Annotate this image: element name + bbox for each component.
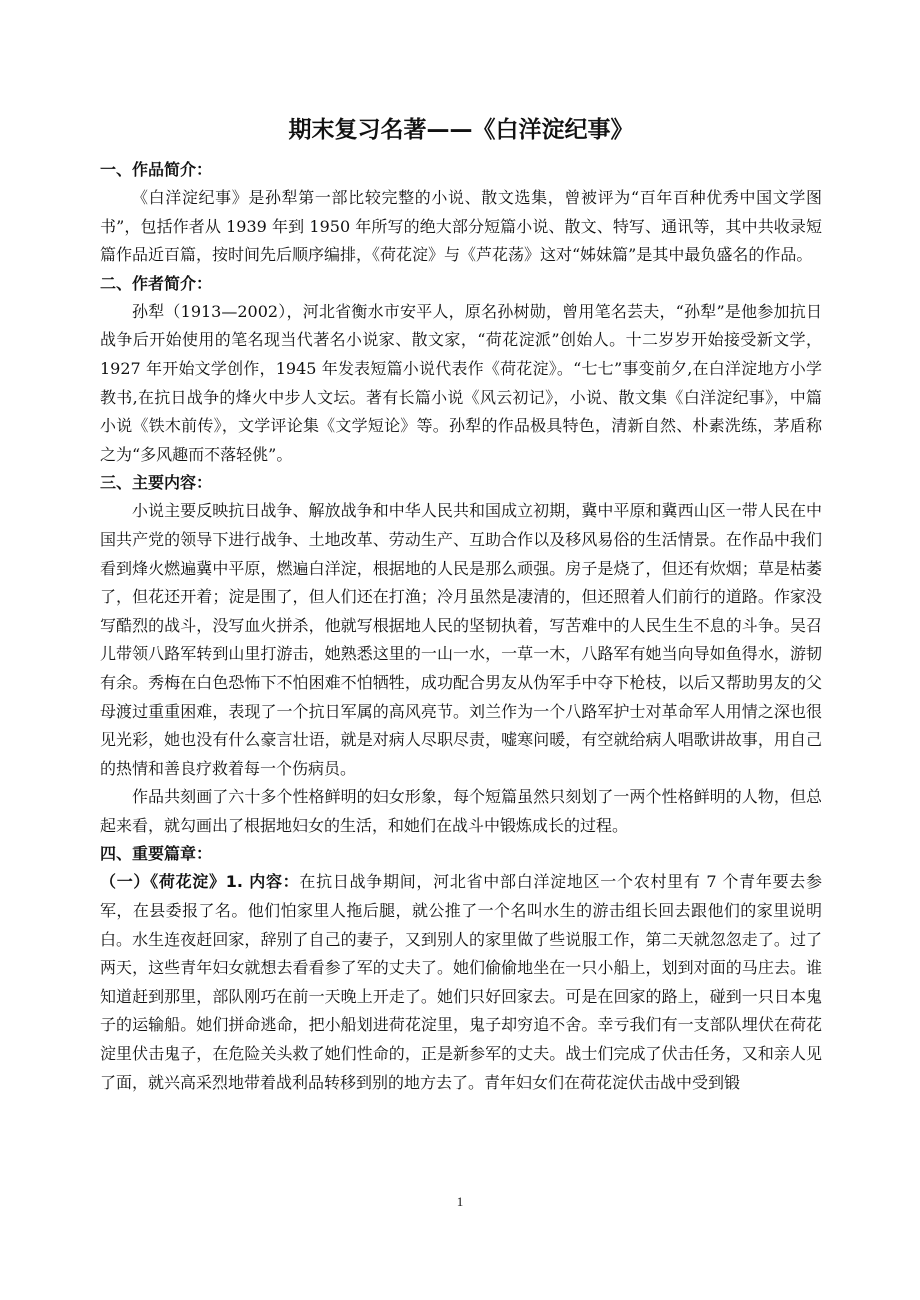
intro-paragraph: 《白洋淀纪事》是孙犁第一部比较完整的小说、散文选集，曾被评为“百年百种优秀中国文学图书”，包括作者从 1939 年到 1950 年所写的绝大部分短篇小说、散文、特写、通讯等，其中共收录短篇作品近百篇，按时间先后顺序编排，《荷花淀》与《芦花荡》这对“姊妹篇”是其中最负盛名的作品。 [100, 188, 822, 265]
content-paragraph-2: 作品共刻画了六十多个性格鲜明的妇女形象，每个短篇虽然只刻划了一两个性格鲜明的人物，但总起来看，就勾画出了根据地妇女的生活，和她们在战斗中锻炼成长的过程。 [100, 787, 822, 835]
author-paragraph: 孙犁（1913—2002），河北省衡水市安平人，原名孙树勋，曾用笔名芸夫，“孙犁”是他参加抗日战争后开始使用的笔名现当代著名小说家、散文家，“荷花淀派”创始人。十二岁岁开始接受新文学，1927 年开始文学创作，1945 年发表短篇小说代表作《荷花淀》。“七七”事变前夕,在白洋淀地方小学教书,在抗日战争的烽火中步人文坛。著有长篇小说《风云初记》，小说、散文集《白洋淀纪事》，中篇小说《铁木前传》，文学评论集《文学短论》等。孙犁的作品极具特色，清新自然、朴素洗练，茅盾称之为“多风趣而不落轻佻”。 [100, 301, 822, 464]
chapter-hehuadian-text: 在抗日战争期间，河北省中部白洋淀地区一个农村里有 7 个青年要去参军，在县委报了名。他们怕家里人拖后腿，就公推了一个名叫水生的游击组长回去跟他们的家里说明白。水生连夜赶回家，辞别了自己的妻子，又到别人的家里做了些说服工作，第二天就忽忽走了。过了两天，这些青年妇女就想去看看参了军的丈夫了。她们偷偷地坐在一只小船上，划到对面的马庄去。谁知道赶到那里，部队刚巧在前一天晚上开走了。她们只好回家去。可是在回家的路上，碰到一只日本鬼子的运输船。她们拼命逃命，把小船划进荷花淀里，鬼子却穷追不舍。幸亏我们有一支部队埋伏在荷花淀里伏击鬼子，在危险关头救了她们性命的，正是新参军的丈夫。战士们完成了伏击任务，又和亲人见了面，就兴高采烈地带着战利品转移到别的地方去了。青年妇女们在荷花淀伏击战中受到锻 [100, 872, 822, 1092]
content-paragraph-1: 小说主要反映抗日战争、解放战争和中华人民共和国成立初期，冀中平原和冀西山区一带人民在中国共产党的领导下进行战争、土地改革、劳动生产、互助合作以及移风易俗的生活情景。在作品中我们看到烽火燃遍冀中平原，燃遍白洋淀，根据地的人民是那么顽强。房子是烧了，但还有炊烟；草是枯萎了，但花还开着；淀是围了，但人们还在打渔；冷月虽然是凄清的，但还照着人们前行的道路。作家没写酷烈的战斗，没写血火拼杀，他就写根据地人民的坚韧执着，写苦难中的人民生生不息的斗争。吴召儿带领八路军转到山里打游击，她熟悉这里的一山一水，一草一木，八路军有她当向导如鱼得水，游韧有余。秀梅在白色恐怖下不怕困难不怕牺牲，成功配合男友从伪军手中夺下枪枝，以后又帮助男友的父母渡过重重困难，表现了一个抗日军属的高风亮节。刘兰作为一个八路军护士对革命军人用情之深也很见光彩，她也没有什么豪言壮语，就是对病人尽职尽责，嘘寒问暖，有空就给病人唱歌讲故事，用自己的热情和善良疗救着每一个伤病员。 [100, 501, 822, 778]
document-body [100, 114, 822, 1097]
section-heading-content: 三、主要内容： [100, 473, 213, 493]
section-heading-author: 二、作者简介： [100, 273, 213, 293]
page-title: 期末复习名著——《白洋淀纪事》 [288, 117, 634, 143]
chapter-hehuadian-label: （一）《荷花淀》1. 内容： [100, 872, 300, 892]
page-number: 1 [456, 1194, 464, 1209]
section-heading-chapters: 四、重要篇章： [100, 844, 213, 864]
chapter-hehuadian-paragraph [100, 868, 822, 1097]
section-heading-intro: 一、作品简介： [100, 160, 213, 179]
